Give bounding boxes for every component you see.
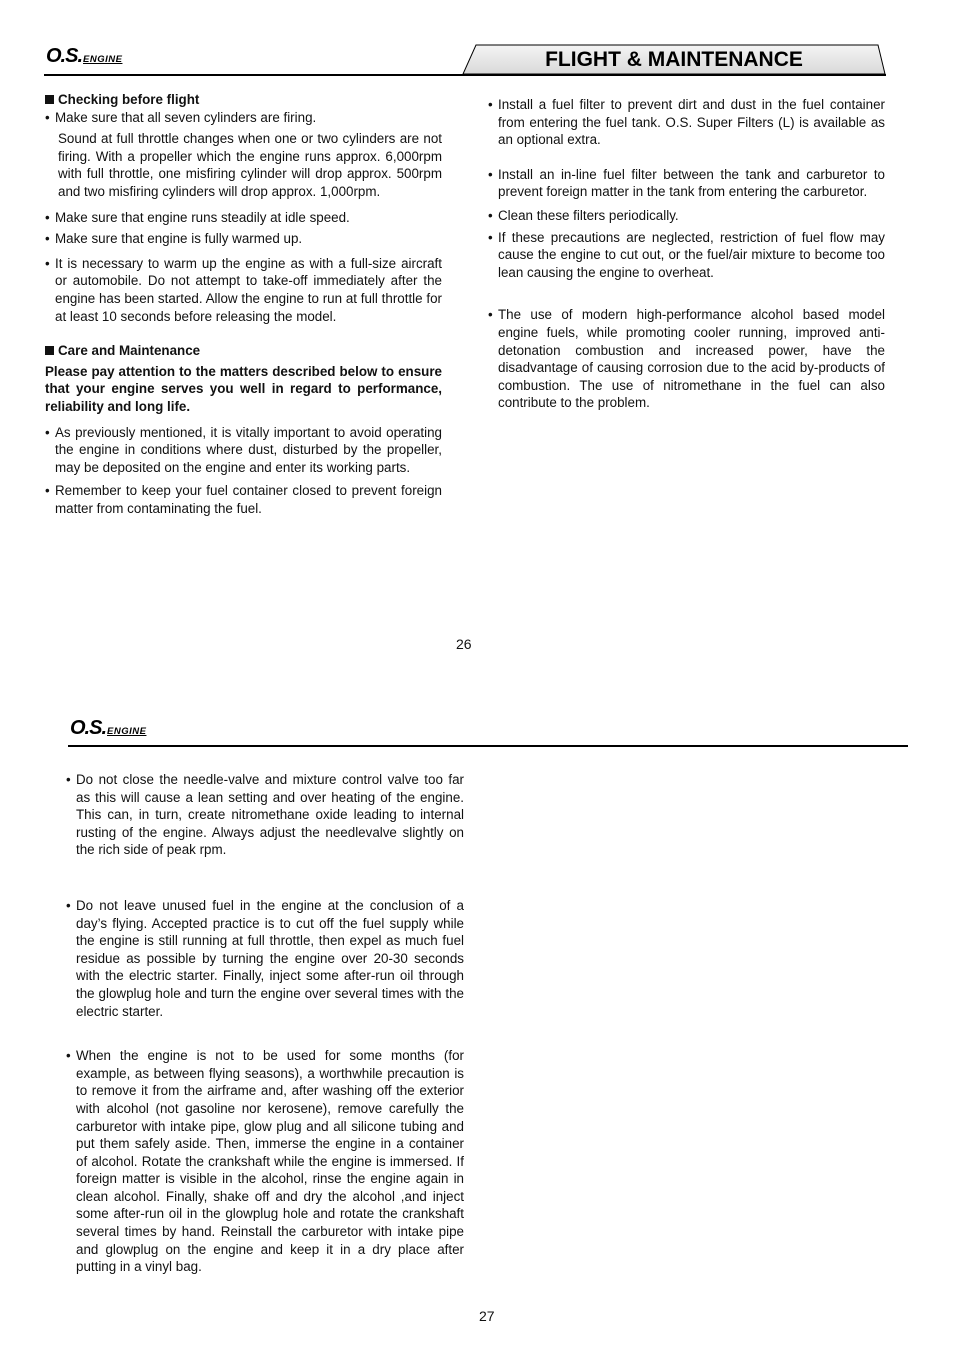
checking-bullet-2: • Make sure that engine runs steadily at idle speed.	[45, 209, 350, 225]
checking-bullet-4: • It is necessary to warm up the engine as with a full-size aircraft or automobile. Do not attempt to take-off immediately after the engine has been started. Allow the engine to run at full throttle for at least 10 seconds before releasing the model.	[45, 255, 442, 324]
header-rule	[44, 74, 886, 76]
bullet-dot-icon: •	[66, 772, 71, 787]
bullet-dot-icon: •	[488, 207, 493, 223]
bullet-dot-icon: •	[45, 483, 50, 499]
right-bullet-2: • Install an in-line fuel filter between the tank and carburetor to prevent foreign matter in the tank from entering the carburetor.	[488, 166, 885, 200]
bullet-dot-icon: •	[488, 166, 493, 182]
logo-engine-text: ENGINE	[83, 54, 123, 65]
bullet-dot-icon: •	[488, 229, 493, 245]
checking-paragraph: Sound at full throttle changes when one or two cylinders are not firing. With a propeller which the engine runs approx. 6,000rpm with full throttle, one misfiring cylinder will drop approx. 500rpm and two misfiring cylinders will drop approx. 1,000rpm.	[58, 131, 442, 199]
bullet-dot-icon: •	[45, 231, 50, 247]
right-bullet-5: • The use of modern high-performance alcohol based model engine fuels, while promoting cooler running, improved anti-detonation combustion and increased power, have the disadvantage of causing corrosion due to the acid by-products of combustion. The use of nitromethane in the fuel can also contribute to the problem.	[488, 307, 885, 411]
left-column	[45, 91, 442, 517]
checking-bullet-3: • Make sure that engine is fully warmed up.	[45, 231, 303, 247]
os-engine-logo	[46, 45, 123, 69]
care-bullet-2: • Remember to keep your fuel container closed to prevent foreign matter from contaminating the fuel.	[45, 483, 442, 516]
logo-os-text: O.S.	[70, 717, 107, 739]
checking-title: Checking before flight	[45, 91, 442, 109]
bullet-dot-icon: •	[488, 97, 493, 112]
header-rule	[68, 745, 908, 747]
bullet-dot-icon: •	[45, 255, 50, 271]
square-bullet-icon	[45, 95, 54, 104]
logo-engine-text: ENGINE	[107, 726, 147, 737]
care-bullet-1: • As previously mentioned, it is vitally important to avoid operating the engine in conditions where dust, disturbed by the propeller, may be deposited on the engine and enter its working parts.	[45, 424, 442, 475]
page-number-26: 26	[456, 636, 472, 652]
bullet-dot-icon: •	[488, 307, 493, 323]
right-bullet-3: • Clean these filters periodically.	[488, 207, 679, 223]
right-column	[488, 96, 885, 412]
care-title: Care and Maintenance	[45, 342, 442, 360]
square-bullet-icon	[45, 346, 54, 355]
page27-bullet-2: • Do not leave unused fuel in the engine at the conclusion of a day’s flying. Accepted practice is to cut off the fuel supply while the engine is still running at full throttle, then expel as much fuel residue as possible by turning the engine over 20-30 seconds with the electric starter. Finally, inject some after-run oil through the glowplug hole and turn the engine over several times with the electric starter.	[66, 897, 464, 1019]
page27-column	[66, 771, 464, 1276]
right-bullet-4: • If these precautions are neglected, restriction of fuel flow may cause the engine to cut out, or the fuel/air mixture to become too lean causing the engine to overheat.	[488, 229, 885, 280]
page27-bullet-1: • Do not close the needle-valve and mixture control valve too far as this will cause a lean setting and over heating of the engine. This can, in turn, create nitromethane oxide leading to internal rusting of the engine. Always adjust the needlevalve slightly on the rich side of peak rpm.	[66, 772, 464, 858]
checking-bullet-1: • Make sure that all seven cylinders are firing.	[45, 109, 317, 125]
care-intro: Please pay attention to the matters described below to ensure that your engine serves you well in regard to performance, reliability and long life.	[45, 363, 442, 414]
bullet-dot-icon: •	[45, 109, 50, 125]
bullet-dot-icon: •	[66, 897, 71, 913]
logo-os-text: O.S.	[46, 45, 83, 67]
bullet-dot-icon: •	[45, 209, 50, 225]
bullet-dot-icon: •	[45, 424, 50, 440]
page27-bullet-3: • When the engine is not to be used for some months (for example, as between flying seasons), a worthwhile precaution is to remove it from the airframe and, after washing off the exterior with alcohol (not gasoline nor kerosene), remove carefully the carburetor with intake pipe, glow plug and all silicone tubing and put them safely aside. Then, immerse the engine in a container of alcohol. Rotate the crankshaft while the engine is immersed. If foreign matter is visible in the alcohol, rinse the engine again in clean alcohol. Finally, shake off and dry the alcohol ,and inject some after-run oil in the glowplug hole and rotate the crankshaft several times by hand. Reinstall the carburetor with intake pipe and glowplug on the engine and keep it in a dry place after putting in a vinyl bag.	[66, 1048, 464, 1275]
os-engine-logo	[70, 717, 147, 741]
section-header-title: FLIGHT & MAINTENANCE	[545, 48, 803, 71]
bullet-dot-icon: •	[66, 1048, 71, 1064]
section-header-banner	[462, 44, 886, 75]
right-bullet-1: • Install a fuel filter to prevent dirt and dust in the fuel container from entering the fuel tank. O.S. Super Filters (L) is available as an optional extra.	[488, 97, 885, 148]
page-number-27: 27	[479, 1308, 495, 1324]
